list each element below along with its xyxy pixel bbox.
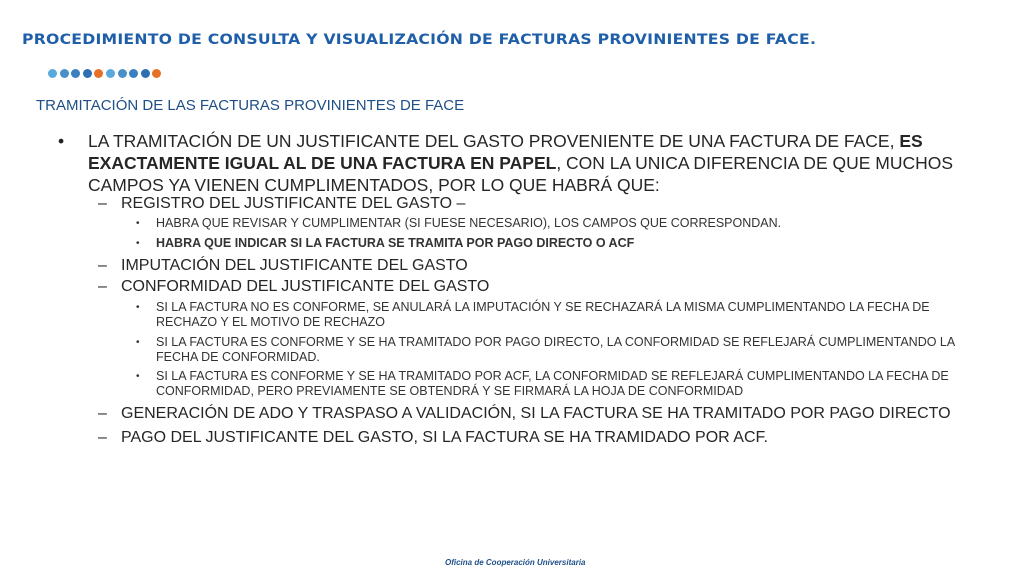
item-imputacion: IMPUTACIÓN DEL JUSTIFICANTE DEL GASTO xyxy=(121,257,468,274)
item-registro: REGISTRO DEL JUSTIFICANTE DEL GASTO – xyxy=(121,195,466,212)
bullet-icon: • xyxy=(58,131,65,151)
conformidad-sub-1: SI LA FACTURA NO ES CONFORME, SE ANULARÁ LA IMPUTACIÓN Y SE RECHAZARÁ LA MISMA CUMPLIMENTANDO LA FECHA DE RECHAZO Y EL MOTIVO DE RECHAZO xyxy=(156,300,930,329)
dash-icon: – xyxy=(98,257,107,274)
dash-icon: – xyxy=(98,405,107,422)
small-bullet-icon: • xyxy=(136,302,140,313)
item-conformidad: CONFORMIDAD DEL JUSTIFICANTE DEL GASTO xyxy=(121,278,490,295)
registro-sub-2: HABRA QUE INDICAR SI LA FACTURA SE TRAMITA POR PAGO DIRECTO O ACF xyxy=(156,236,635,250)
item-generacion: GENERACIÓN DE ADO Y TRASPASO A VALIDACIÓN, SI LA FACTURA SE HA TRAMITADO POR PAGO DIRECTO xyxy=(121,405,951,422)
footer-text: Oficina de Cooperación Universitaria xyxy=(445,558,586,567)
slide-title: PROCEDIMIENTO DE CONSULTA Y VISUALIZACIÓN DE FACTURAS PROVINIENTES DE FACE. xyxy=(22,32,817,48)
dash-icon: – xyxy=(98,429,107,446)
main-bullet-text: LA TRAMITACIÓN DE UN JUSTIFICANTE DEL GASTO PROVENIENTE DE UNA FACTURA DE FACE, ES EXACTAMENTE IGUAL AL DE UNA FACTURA EN PAPEL, CON LA UNICA DIFERENCIA DE QUE MUCHOS CAMPOS YA VIENEN CUMPLIMENTADOS, POR LO QUE HABRÁ QUE: xyxy=(88,131,954,195)
small-bullet-icon: • xyxy=(136,218,140,229)
small-bullet-icon: • xyxy=(136,337,140,348)
conformidad-sub-3: SI LA FACTURA ES CONFORME Y SE HA TRAMITADO POR ACF, LA CONFORMIDAD SE REFLEJARÁ CUMPLIMENTANDO LA FECHA DE CONFORMIDAD, PERO PREVIAMENTE SE OBTENDRÁ Y SE FIRMARÁ LA HOJA DE CONFORMIDAD xyxy=(156,369,949,398)
small-bullet-icon: • xyxy=(136,238,140,249)
item-pago: PAGO DEL JUSTIFICANTE DEL GASTO, SI LA FACTURA SE HA TRAMIDADO POR ACF. xyxy=(121,429,768,446)
conformidad-sub-2: SI LA FACTURA ES CONFORME Y SE HA TRAMITADO POR PAGO DIRECTO, LA CONFORMIDAD SE REFLEJARÁ CUMPLIMENTANDO LA FECHA DE CONFORMIDAD. xyxy=(156,335,955,364)
dash-icon: – xyxy=(98,195,107,212)
small-bullet-icon: • xyxy=(136,371,140,382)
dash-icon: – xyxy=(98,278,107,295)
registro-sub-1: HABRA QUE REVISAR Y CUMPLIMENTAR (SI FUESE NECESARIO), LOS CAMPOS QUE CORRESPONDAN. xyxy=(156,216,782,230)
section-subtitle: TRAMITACIÓN DE LAS FACTURAS PROVINIENTES DE FACE xyxy=(36,97,465,114)
